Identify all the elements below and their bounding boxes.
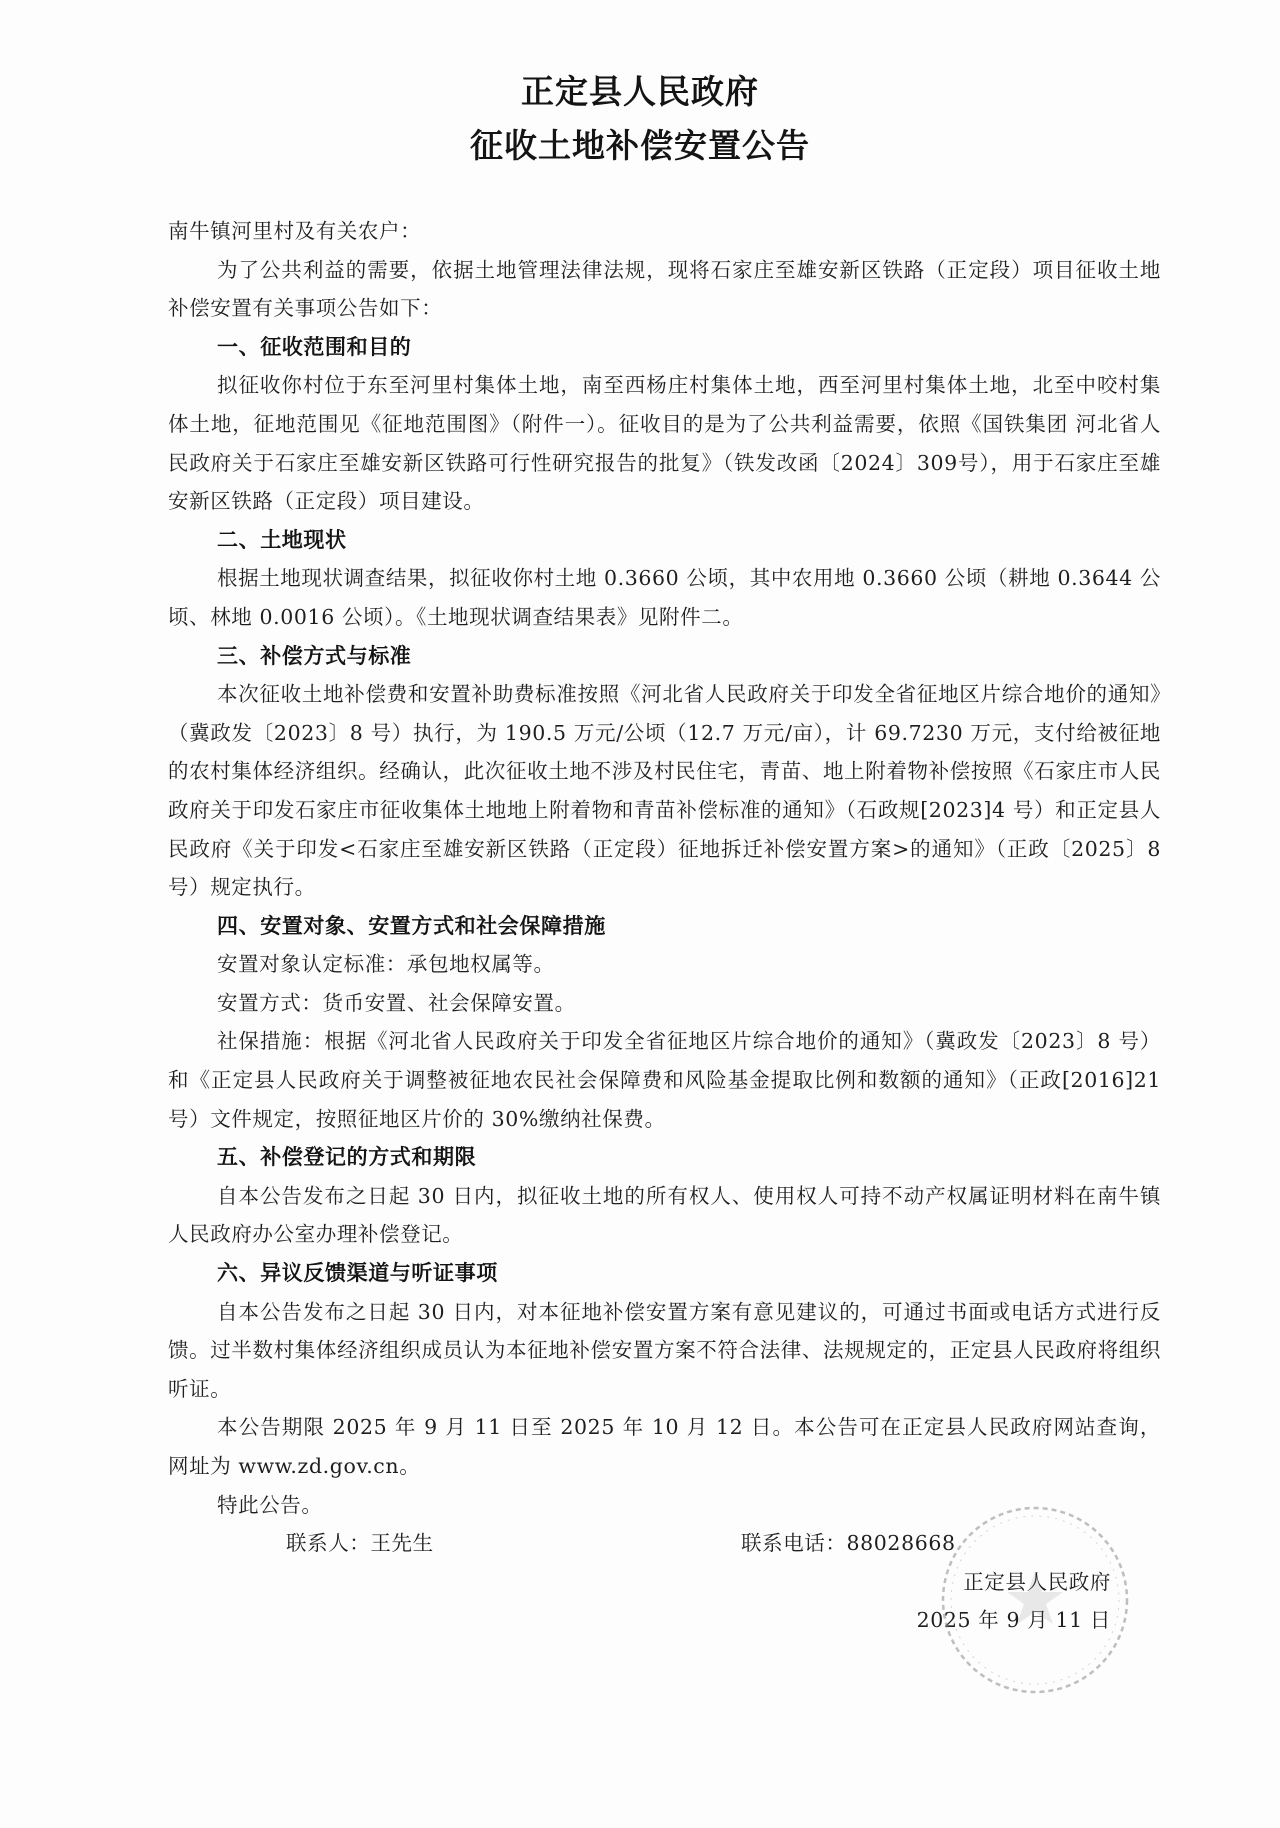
document-title-line1: 正定县人民政府	[521, 72, 759, 111]
section-4-paragraph-2: 安置方式：货币安置、社会保障安置。	[217, 990, 576, 1015]
issue-date: 2025 年 9 月 11 日	[916, 1608, 1111, 1633]
section-6-paragraph-3: 特此公告。	[217, 1492, 323, 1517]
salutation: 南牛镇河里村及有关农户：	[168, 219, 422, 243]
section-heading-1: 一、征收范围和目的	[217, 334, 412, 359]
contact-phone: 联系电话：88028668	[741, 1531, 956, 1556]
section-heading-2: 二、土地现状	[217, 527, 347, 552]
section-heading-6: 六、异议反馈渠道与听证事项	[217, 1261, 498, 1286]
section-6-paragraph-1: 自本公告发布之日起 30 日内，对本征地补偿安置方案有意见建议的，可通过书面或电话方式进行反馈。过半数村集体经济组织成员认为本征地补偿安置方案不符合法律、法规规定的，正定县人民政府将组织听证。	[168, 1299, 1161, 1401]
section-3-paragraph-1: 本次征收土地补偿费和安置补助费标准按照《河北省人民政府关于印发全省征地区片综合地价的通知》（冀政发〔2023〕8 号）执行，为 190.5 万元/公顷（12.7 万元/亩），计 69.7230 万元，支付给被征地的农村集体经济组织。经确认，此次征收土地不涉及村民住宅，青苗、地上附着物补偿按照《石家庄市人民政府关于印发石家庄市征收集体土地地上附着物和青苗补偿标准的通知》（石政规[2023]4 号）和正定县人民政府《关于印发<石家庄至雄安新区铁路（正定段）征地拆迁补偿安置方案>的通知》（正政〔2025〕8 号）规定执行。	[168, 682, 1161, 900]
intro-paragraph: 为了公共利益的需要，依据土地管理法律法规，现将石家庄至雄安新区铁路（正定段）项目征收土地补偿安置有关事项公告如下：	[168, 257, 1161, 321]
contact-row	[168, 1524, 1161, 1563]
document-body	[168, 212, 1161, 1640]
contact-person: 联系人：王先生	[286, 1531, 434, 1556]
section-4-paragraph-3: 社保措施：根据《河北省人民政府关于印发全省征地区片综合地价的通知》（冀政发〔2023〕8 号）和《正定县人民政府关于调整被征地农民社会保障费和风险基金提取比例和数额的通知》（正政[2016]21 号）文件规定，按照征地区片价的 30%缴纳社保费。	[168, 1029, 1161, 1131]
section-1-paragraph-1: 拟征收你村位于东至河里村集体土地，南至西杨庄村集体土地，西至河里村集体土地，北至中咬村集体土地，征地范围见《征地范围图》（附件一）。征收目的是为了公共利益需要，依照《国铁集团 河北省人民政府关于石家庄至雄安新区铁路可行性研究报告的批复》（铁发改函〔2024〕309号），用于石家庄至雄安新区铁路（正定段）项目建设。	[168, 373, 1161, 514]
section-6-paragraph-2: 本公告期限 2025 年 9 月 11 日至 2025 年 10 月 12 日。本公告可在正定县人民政府网站查询，网址为 www.zd.gov.cn。	[168, 1415, 1161, 1478]
issuer-name: 正定县人民政府	[963, 1569, 1111, 1594]
document-title-line2: 征收土地补偿安置公告	[470, 126, 810, 165]
section-2-paragraph-1: 根据土地现状调查结果，拟征收你村土地 0.3660 公顷，其中农用地 0.3660 公顷（耕地 0.3644 公顷、林地 0.0016 公顷）。《土地现状调查结果表》见附件二。	[168, 566, 1161, 629]
section-5-paragraph-1: 自本公告发布之日起 30 日内，拟征收土地的所有权人、使用权人可持不动产权属证明材料在南牛镇人民政府办公室办理补偿登记。	[168, 1183, 1161, 1247]
section-heading-3: 三、补偿方式与标准	[217, 643, 412, 668]
section-heading-5: 五、补偿登记的方式和期限	[217, 1145, 477, 1170]
section-heading-4: 四、安置对象、安置方式和社会保障措施	[217, 913, 606, 938]
section-4-paragraph-1: 安置对象认定标准：承包地权属等。	[217, 952, 555, 977]
